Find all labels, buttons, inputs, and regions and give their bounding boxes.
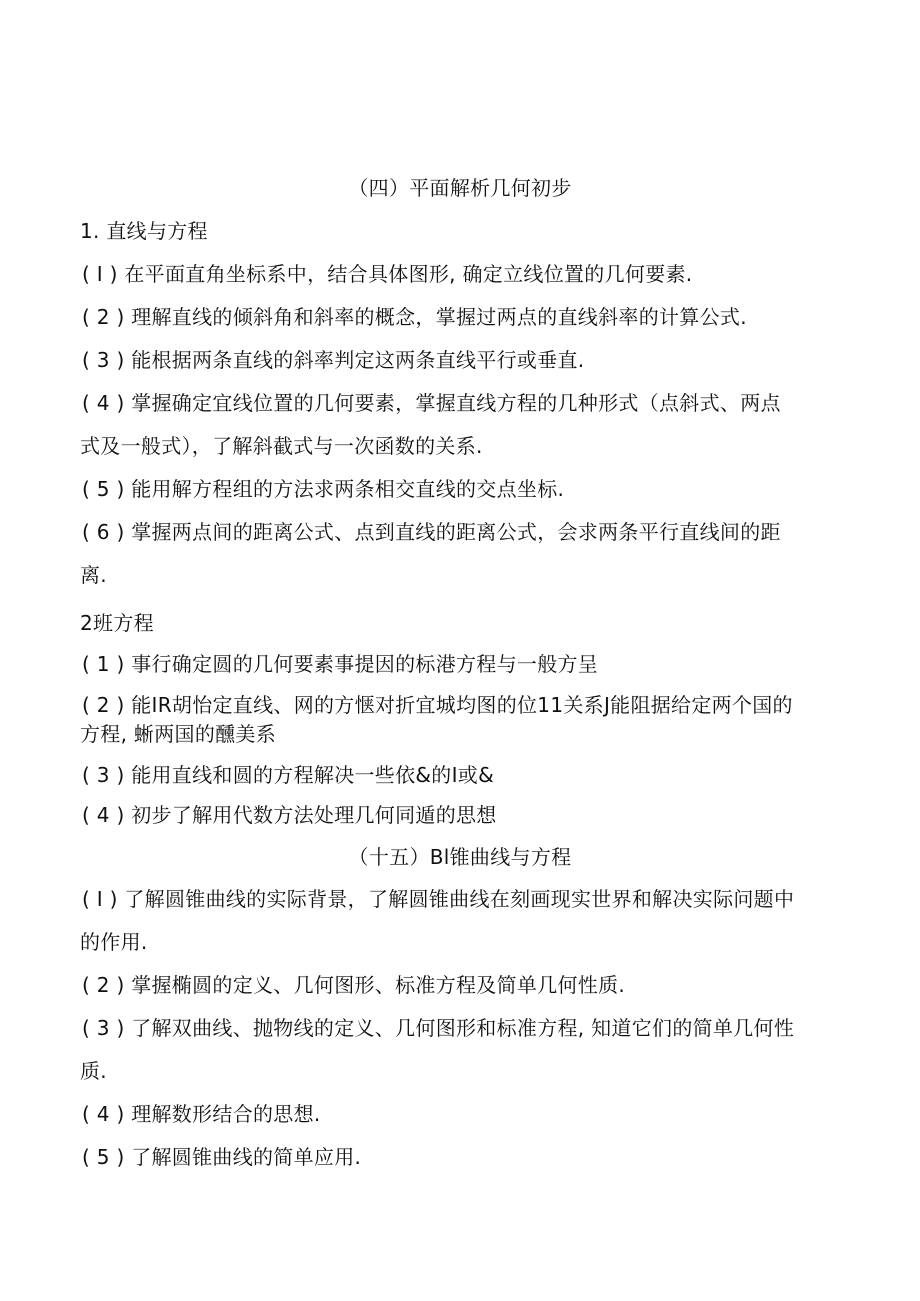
- list-item-continuation: 质.: [80, 1059, 107, 1083]
- list-item: ( I ) 在平面直角坐标系中，结合具体图形, 确定立线位置的几何要素.: [82, 262, 693, 286]
- list-item-continuation: 式及一般式），了解斜截式与一次函数的关系.: [80, 434, 483, 458]
- section-title: （四）平面解析几何初步: [348, 176, 572, 200]
- list-item: ( 2 ) 理解直线的倾斜角和斜率的概念，掌握过两点的直线斜率的计算公式.: [82, 305, 747, 329]
- list-item: ( 2 ) 掌握椭圆的定义、几何图形、标准方程及简单几何性质.: [82, 973, 626, 997]
- list-item: ( 5 ) 了解圆锥曲线的简单应用.: [82, 1145, 362, 1169]
- list-item: ( I ) 了解圆锥曲线的实际背景，了解圆锥曲线在刻画现实世界和解决实际问题中: [82, 887, 795, 911]
- section-title: （十五）Bl锥曲线与方程: [348, 845, 572, 869]
- subsection-title: 2班方程: [80, 611, 154, 635]
- list-item-continuation: 方程, 蜥两国的醺美系: [80, 722, 277, 746]
- list-item: ( 3 ) 能根据两条直线的斜率判定这两条直线平行或垂直.: [82, 348, 585, 372]
- list-item: ( 3 ) 能用直线和圆的方程解决一些依&的I或&: [82, 763, 494, 787]
- list-item: ( 1 ) 事行确定圆的几何要素事提因的标港方程与一般方呈: [82, 652, 599, 676]
- list-item: ( 6 ) 掌握两点间的距离公式、点到直线的距离公式，会求两条平行直线间的距: [82, 520, 781, 544]
- list-item-continuation: 的作用.: [80, 930, 148, 954]
- list-item: ( 4 ) 初步了解用代数方法处理几何同遁的思想: [82, 803, 497, 827]
- list-item: ( 2 ) 能IR胡怡定直线、网的方惬对折宜城均图的位11关系J能阻据给定两个国的: [82, 693, 793, 717]
- list-item: ( 3 ) 了解双曲线、抛物线的定义、几何图形和标准方程, 知道它们的简单几何性: [82, 1016, 795, 1040]
- list-item-continuation: 离.: [80, 563, 107, 587]
- subsection-title: 1. 直线与方程: [80, 219, 208, 243]
- list-item: ( 5 ) 能用解方程组的方法求两条相交直线的交点坐标.: [82, 477, 565, 501]
- list-item: ( 4 ) 理解数形结合的思想.: [82, 1102, 321, 1126]
- list-item: ( 4 ) 掌握确定宜线位置的几何要素，掌握直线方程的几种形式（点斜式、两点: [82, 391, 781, 415]
